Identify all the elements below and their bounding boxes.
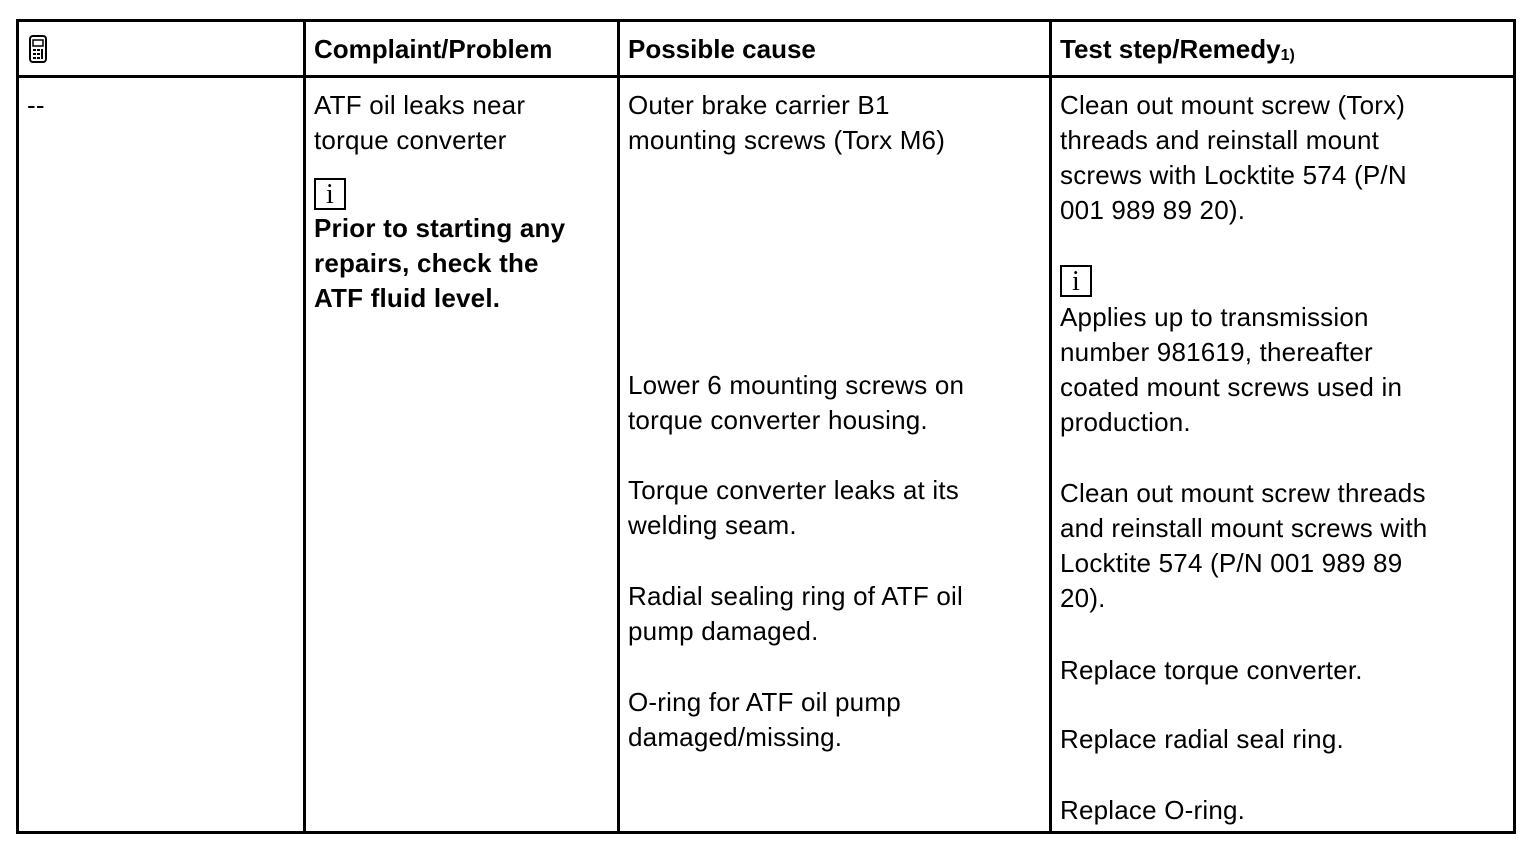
cause-line: torque converter housing. xyxy=(628,405,928,435)
cause-line: Lower 6 mounting screws on xyxy=(628,370,965,400)
info-icon: i xyxy=(314,178,346,210)
remedy-item xyxy=(1060,476,1510,616)
cause-cell xyxy=(628,88,1048,828)
cause-line: Torque converter leaks at its xyxy=(628,475,959,505)
remedy-line: Locktite 574 (P/N 001 989 89 xyxy=(1060,548,1403,578)
diagnostic-tester-icon xyxy=(29,35,47,63)
cause-item xyxy=(628,473,1048,543)
remedy-note-line: number 981619, thereafter xyxy=(1060,337,1373,367)
remedy-line: screws with Locktite 574 (P/N xyxy=(1060,160,1407,190)
info-icon: i xyxy=(1060,265,1092,297)
complaint-text-line: torque converter xyxy=(314,125,507,155)
header-divider xyxy=(19,75,1513,78)
column-divider xyxy=(1049,22,1052,831)
remedy-line: 20). xyxy=(1060,583,1106,613)
remedy-note-line: coated mount screws used in xyxy=(1060,372,1403,402)
cause-item xyxy=(628,88,1048,158)
cause-item xyxy=(628,685,1048,755)
remedy-item: Replace torque converter. xyxy=(1060,655,1363,685)
remedy-line: and reinstall mount screws with xyxy=(1060,513,1428,543)
cause-item xyxy=(628,368,1048,438)
header-cause: Possible cause xyxy=(628,34,816,64)
remedy-line: Clean out mount screw threads xyxy=(1060,478,1426,508)
column-divider xyxy=(303,22,306,831)
cause-line: welding seam. xyxy=(628,510,797,540)
remedy-line: threads and reinstall mount xyxy=(1060,125,1380,155)
remedy-item xyxy=(1060,88,1510,228)
complaint-note-line: Prior to starting any xyxy=(314,213,566,243)
cause-line: O-ring for ATF oil pump xyxy=(628,687,901,717)
troubleshooting-table xyxy=(16,19,1516,834)
remedy-note-line: Applies up to transmission xyxy=(1060,302,1369,332)
remedy-line: 001 989 89 20). xyxy=(1060,195,1246,225)
cause-line: pump damaged. xyxy=(628,616,819,646)
remedy-note xyxy=(1060,264,1510,440)
footnote-marker: 1) xyxy=(1280,47,1295,64)
complaint-text-line: ATF oil leaks near xyxy=(314,90,526,120)
cause-line: Radial sealing ring of ATF oil xyxy=(628,581,964,611)
remedy-note-line: production. xyxy=(1060,407,1191,437)
complaint-cell xyxy=(314,88,604,828)
remedy-cell xyxy=(1060,88,1510,828)
header-complaint: Complaint/Problem xyxy=(314,34,553,64)
complaint-note-line: ATF fluid level. xyxy=(314,283,501,313)
complaint-note-line: repairs, check the xyxy=(314,248,539,278)
header-remedy: Test step/Remedy$_{1)}$ xyxy=(1060,34,1295,64)
remedy-line: Clean out mount screw (Torx) xyxy=(1060,90,1406,120)
cause-line: damaged/missing. xyxy=(628,722,843,752)
column-divider xyxy=(617,22,620,831)
cause-line: mounting screws (Torx M6) xyxy=(628,125,946,155)
remedy-item: Replace O-ring. xyxy=(1060,795,1246,825)
remedy-item: Replace radial seal ring. xyxy=(1060,724,1344,754)
cause-line: Outer brake carrier B1 xyxy=(628,90,890,120)
row-code: -- xyxy=(27,90,45,120)
cause-item xyxy=(628,579,1048,649)
